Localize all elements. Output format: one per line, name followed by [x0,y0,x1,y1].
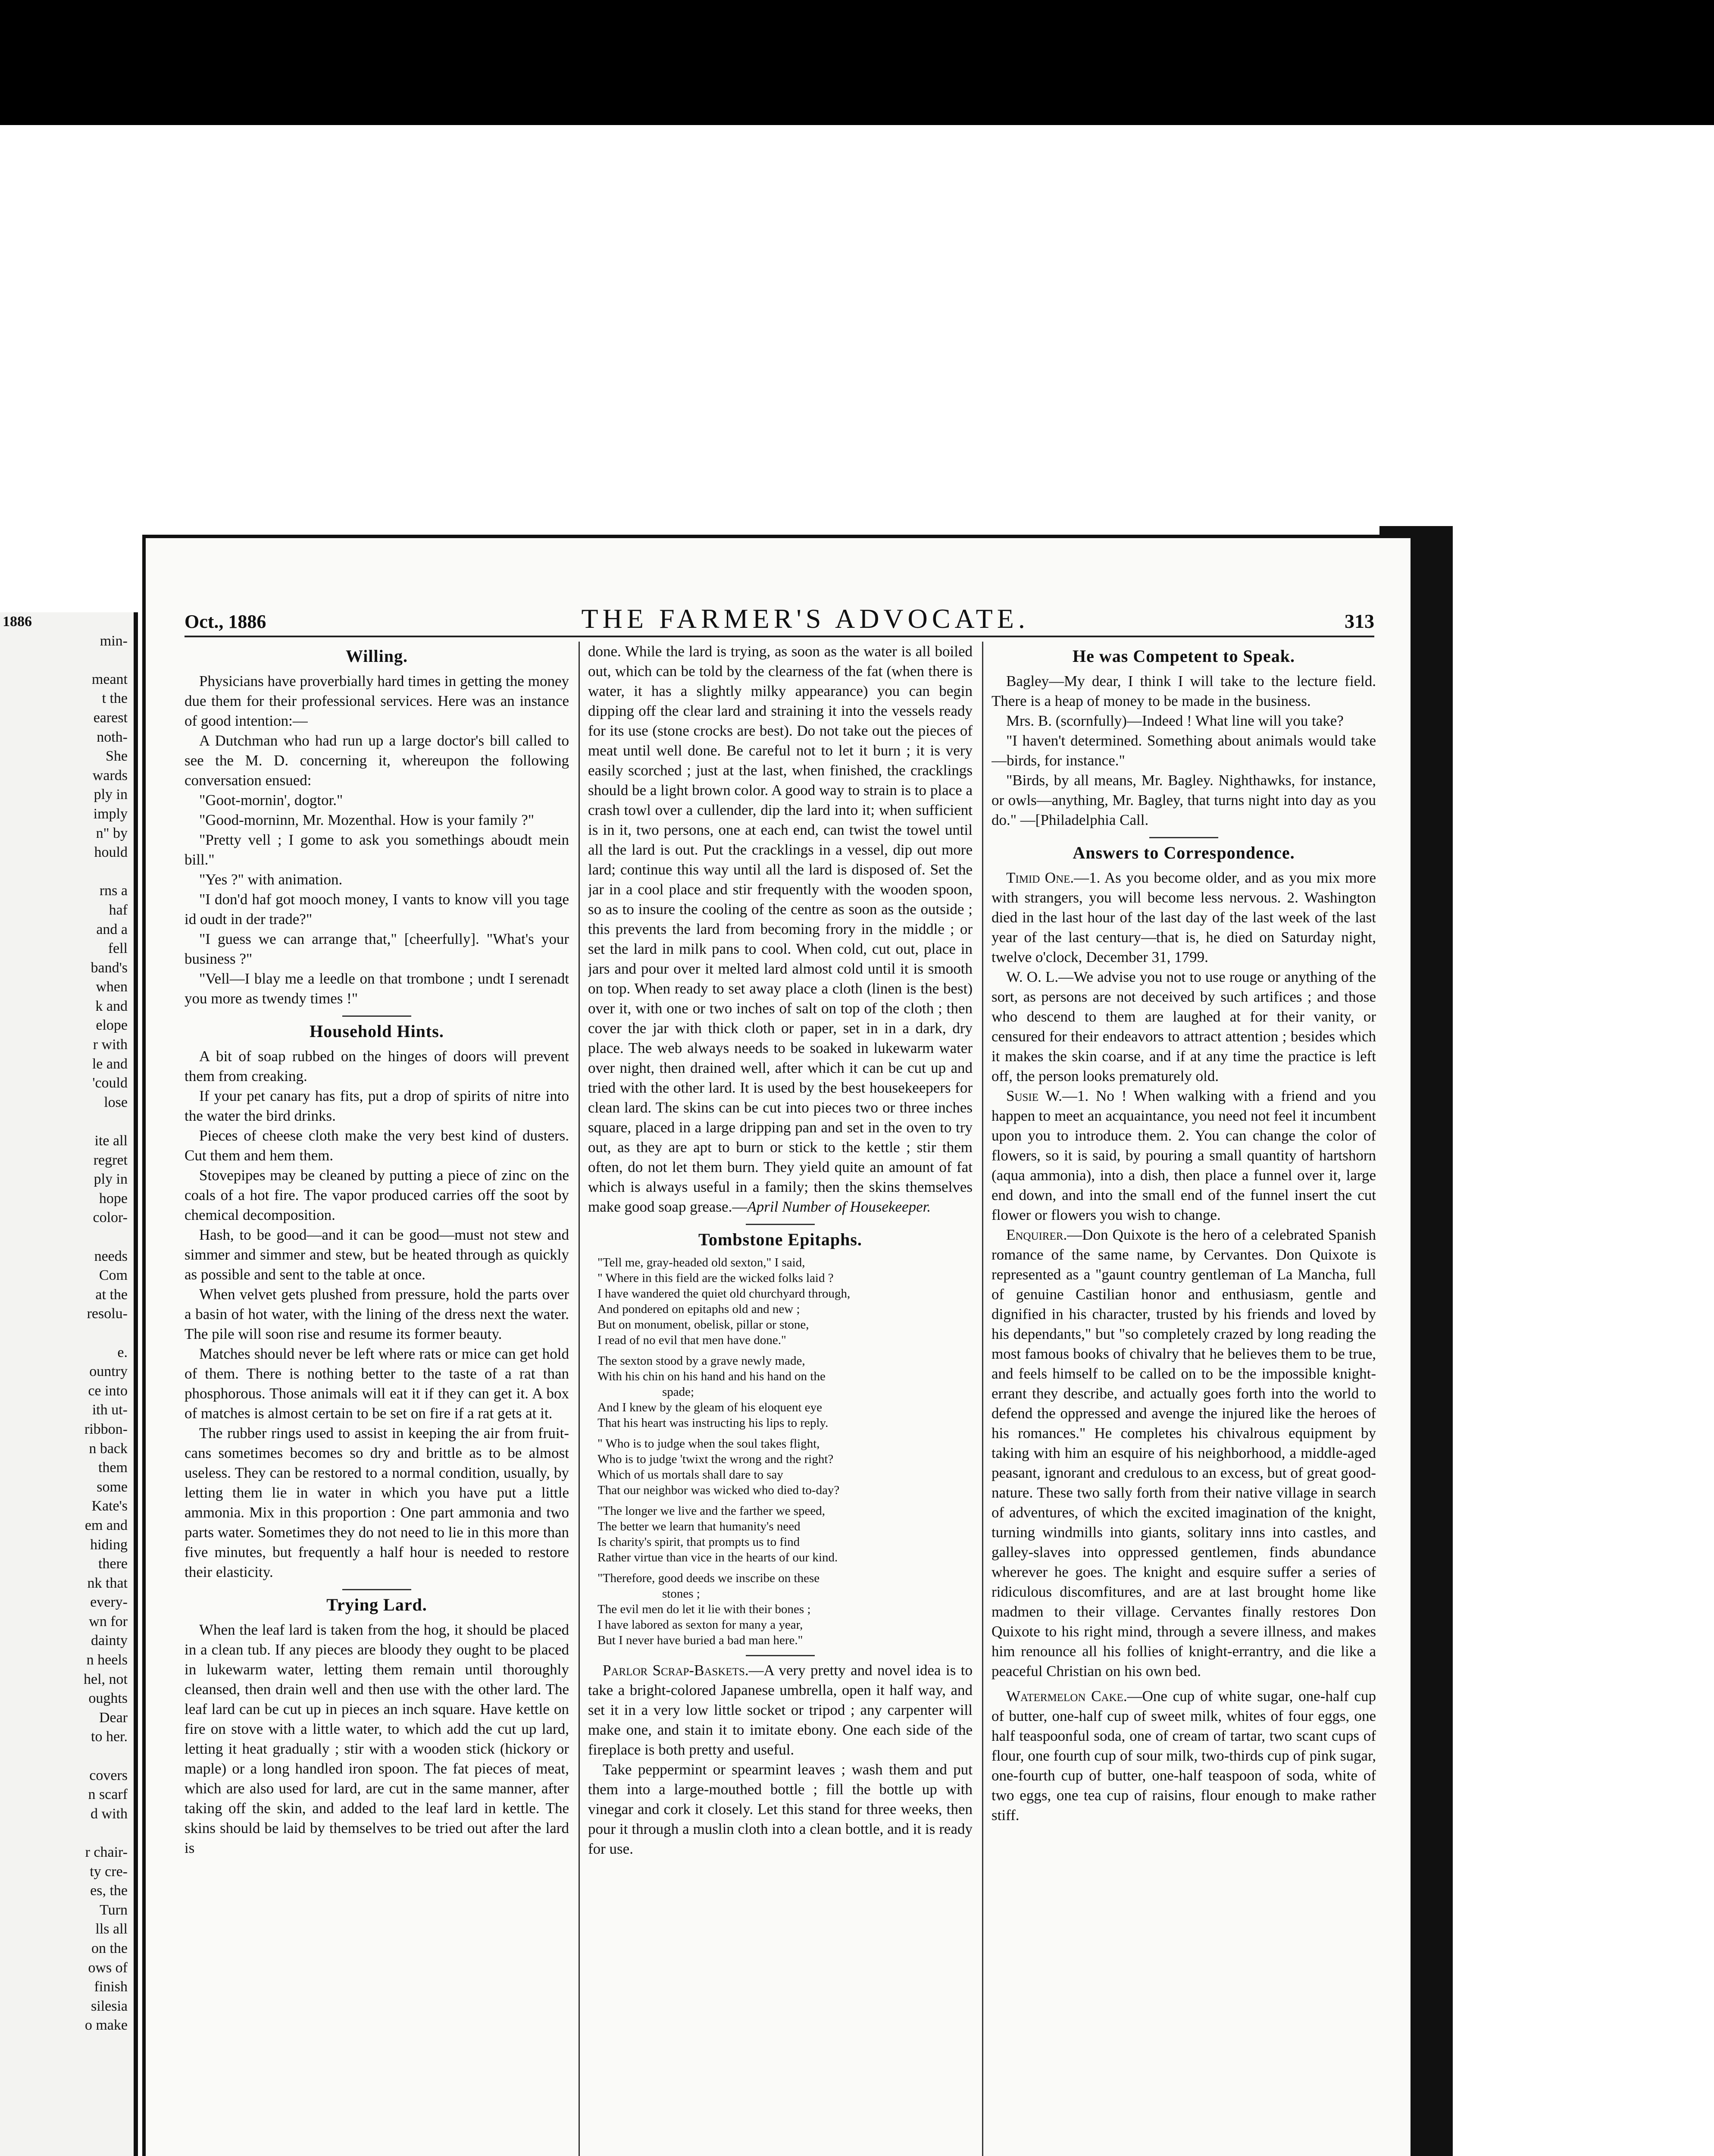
poem-line: "The longer we live and the farther we speed, [597,1504,825,1518]
previous-page-line: le and [92,1056,128,1072]
article-title-willing: Willing. [346,646,408,666]
previous-page-line: d with [91,1805,128,1822]
paragraph: Pieces of cheese cloth make the very best kind of dusters. Cut them and hem them. [185,1127,569,1164]
previous-page-line: ows of [88,1959,128,1976]
previous-page-line: some [97,1479,128,1495]
previous-page-line: hould [94,844,128,861]
poem-stanza [597,1570,973,1648]
previous-page-line: Turn [100,1902,128,1918]
article-body-trying-lard [185,1620,569,1858]
paragraph: "I don'd haf got mooch money, I vants to know vill you tage id oudt in der trade?" [185,891,569,928]
previous-page-line: ite all [94,1133,128,1149]
answer-text: —1. No ! When walking with a friend and you happen to meet an acquaintance, you need not feel it incumbent upon you to introduce them. 2. You can change the color of flowers, so it is said, by pouring a small quantity of hartshorn (aqua ammonia), into a dish, then place a funnel over it, large end down, and into the small end of the funnel insert the cut flower or flowers you wish to change. [991,1087,1376,1223]
paragraph: Hash, to be good—and it can be good—must not stew and simmer and simmer and stew, but be heated through as quickly as possible and sent to the table at once. [185,1226,569,1283]
paragraph: Mrs. B. (scornfully)—Indeed ! What line will you take? [1006,712,1344,729]
paragraph: A Dutchman who had run up a large doctor's bill called to see the M. D. concerning it, whereupon the following conversation ensued: [185,732,569,789]
previous-page-line: noth- [97,729,128,745]
previous-page-line: e. [117,1344,128,1360]
previous-page-line: oughts [88,1690,128,1707]
header-rule [185,636,1374,637]
article-title-household-hints: Household Hints. [310,1022,444,1041]
previous-page-line: Com [99,1267,128,1284]
previous-page-line [0,1228,134,1247]
paragraph: Stovepipes may be cleaned by putting a piece of zinc on the coals of a hot fire. The vapor produced carries off the soot by chemical decomposition. [185,1167,569,1223]
previous-page-line: there [98,1556,128,1572]
article-body-willing [185,671,569,1009]
paragraph: "Vell—I blay me a leedle on that trombone ; undt I serenadt you more as twendy times !" [185,970,569,1007]
paragraph: "Pretty vell ; I gome to ask you somethings aboudt mein bill." [185,831,569,868]
poem-line: "Therefore, good deeds we inscribe on these [597,1571,820,1585]
column-3 [991,642,1376,2156]
poem-line: That our neighbor was wicked who died to-day? [597,1483,840,1497]
answer-entry [991,1086,1376,1225]
poem-stanza [597,1255,973,1348]
answer-recipient: W. O. L. [1006,968,1059,985]
previous-page-line: earest [93,709,128,726]
poem-line: "Tell me, gray-headed old sexton," I said, [597,1256,805,1269]
tombstone-poem [588,1255,973,1648]
previous-page-line [0,1747,134,1766]
column-rule [982,642,983,2156]
answer-entry [991,1225,1376,1681]
previous-page-line: Kate's [91,1498,128,1514]
poem-line: Is charity's spirit, that prompts us to find [597,1535,800,1549]
answer-recipient: Enquirer. [1006,1226,1067,1243]
previous-page-line: fell [108,940,128,957]
previous-page-line [0,1824,134,1843]
previous-page-line: wards [92,767,128,783]
previous-page-line [0,651,134,670]
previous-page-line: hope [99,1190,128,1206]
previous-page-line: ply in [94,1171,128,1188]
page-number: 313 [1345,610,1374,632]
previous-page-line: lose [104,1094,128,1110]
previous-page-line: band's [91,959,128,976]
poem-line: I have labored as sexton for many a year, [597,1618,803,1632]
answer-text: —We advise you not to use rouge or anything of the sort, as persons are not deceived by such artifices ; and those who descend to them are laughed at for their vanity, or censured for their endeavors to attract attention ; besides which it makes the skin coarse, and if at any time the practice is left off, the person looks prematurely old. [991,968,1376,1084]
masthead: THE FARMER'S ADVOCATE. [581,603,1029,634]
poem-line: stones ; [662,1587,700,1601]
paragraph: The rubber rings used to assist in keeping the air from fruit-cans sometimes becomes so dry and brittle as to be almost useless. They can be restored to a normal condition, usually, by letting them lie in water in which you have put a little ammonia. Mix in this proportion : One part ammonia and two parts water. Sometimes they do not need to lie in this more than five minutes, but frequently a half hour is needed to restore their elasticity. [185,1425,569,1580]
previous-page-line [0,1324,134,1343]
article-divider [342,1015,411,1017]
poem-line: And I knew by the gleam of his eloquent eye [597,1401,823,1414]
previous-page-line: o make [84,2017,128,2034]
article-divider [1149,837,1218,838]
previous-page-edge [0,612,138,2156]
column-1 [185,642,569,2156]
previous-page-line: n back [89,1440,128,1457]
answer-entry [991,967,1376,1086]
article-divider [342,1589,411,1590]
previous-page-line: r with [93,1037,128,1053]
poem-stanza [597,1353,973,1431]
article-title-trying-lard: Trying Lard. [326,1595,427,1614]
paragraph: "Good-morninn, Mr. Mozenthal. How is your family ?" [199,812,535,828]
trying-lard-source: April Number of Housekeeper. [747,1198,931,1215]
previous-page-line: every- [90,1594,128,1611]
paragraph: Bagley—My dear, I think I will take to the lecture field. There is a heap of money to be made in the business. [991,673,1376,709]
previous-page-line: wn for [89,1613,128,1630]
page-header [185,603,1374,633]
poem-line: I have wandered the quiet old churchyard through, [597,1287,851,1300]
previous-page-line: regret [93,1152,128,1168]
article-divider [746,1224,815,1225]
column-rule [579,642,580,2156]
previous-page-line: at the [95,1286,128,1303]
previous-page-line: n heels [86,1652,128,1668]
previous-page-line: r chair- [85,1844,128,1860]
previous-page-line: ce into [88,1382,128,1399]
previous-page-line: lls all [95,1921,128,1937]
previous-page-line: and a [96,921,128,937]
previous-page-line: ty cre- [90,1863,128,1880]
newspaper-page [142,535,1414,2156]
paragraph: When the leaf lard is taken from the hog, it should be placed in a clean tub. If any pieces are bloody they ought to be placed in lukewarm water, letting them remain until thoroughly cleansed, then drain well and then use with the other lard. The leaf lard can be cut up in pieces an inch square. Have kettle on fire on stove with a little water, to which add the cut up lard, letting it heat gradually ; stir with a wooden stick (hickory or maple) or a long handled iron spoon. The fat pieces of meat, which are also used for lard, are cut in the same manner, after taking off the skin, and added to the leaf lard in kettle. The skins should be laid by themselves to be tried out after the lard is [185,1621,569,1856]
previous-page-line: n scarf [88,1786,128,1803]
scrap-baskets-label: Parlor Scrap-Baskets. [603,1662,749,1679]
answers-list [991,868,1376,1681]
watermelon-cake-item [991,1686,1376,1825]
poem-line: But I never have buried a bad man here." [597,1633,803,1647]
previous-page-line: silesia [91,1998,128,2014]
previous-page-line: nk that [87,1575,128,1591]
poem-line: But on monument, obelisk, pillar or stone, [597,1318,809,1332]
paragraph: "I guess we can arrange that," [cheerfully]. "What's your business ?" [185,931,569,967]
answer-recipient: Timid One. [1006,869,1074,886]
previous-page-line: imply [93,805,128,822]
scrap-baskets-item [588,1661,973,1760]
column-2 [588,642,973,2156]
previous-page-line: to her. [91,1729,128,1745]
previous-page-line: resolu- [87,1306,128,1322]
article-body-household-hints [185,1047,569,1582]
previous-page-line: ribbon- [84,1421,128,1437]
article-divider [746,1655,815,1656]
paragraph: Matches should never be left where rats or mice can get hold of them. There is nothing better to the taste of a rat than phosphorous. Those animals will eat it if they can get it. A box of matches is almost certain to be set on fire if a rat gets at it. [185,1345,569,1422]
previous-page-line: min- [100,633,128,649]
previous-page-line: covers [89,1767,128,1783]
paragraph: "Yes ?" with animation. [199,871,343,888]
previous-page-line: hel, not [84,1671,128,1687]
paragraph: When velvet gets plushed from pressure, hold the parts over a basin of hot water, with the lining of the dress next the water. The pile will soon rise and resume its former beauty. [185,1286,569,1342]
previous-page-line: hiding [90,1536,128,1553]
issue-date: Oct., 1886 [185,611,266,632]
paragraph: A bit of soap rubbed on the hinges of doors will prevent them from creaking. [185,1048,569,1084]
previous-page-line: color- [93,1210,128,1226]
previous-page-line: ith ut- [92,1402,128,1418]
previous-page-line: meant [91,671,128,687]
previous-page-line: es, the [90,1883,128,1899]
previous-page-year: 1886 [3,614,32,630]
poem-line: Which of us mortals shall dare to say [597,1468,783,1482]
previous-page-line: She [106,748,128,765]
poem-line: spade; [662,1385,694,1399]
poem-line: The evil men do let it lie with their bones ; [597,1602,811,1616]
previous-page-line: on the [91,1940,128,1956]
poem-line: I read of no evil that men have done." [597,1333,786,1347]
previous-page-line: 'could [92,1075,128,1091]
previous-page-line: needs [94,1248,128,1264]
previous-page-line: ountry [89,1363,128,1380]
answer-text: —Don Quixote is the hero of a celebrated Spanish romance of the same name, by Cervantes. Don Quixote is represented as a "gaunt country gentleman of La Mancha, full of genuine Castilian honor and enthusiasm, gentle and dignified in his character, trusted by his friends and loved by his dependants," but "so completely crazed by long reading the most famous books of chivalry that he believes them to be true, and feels himself to be called on to be the impossible knight-errant they describe, and actually goes forth into the world to defend the oppressed and avenge the injured like the heroes of his romances." He completes his chivalrous equipment by taking with him an esquire of his neighborhood, a middle-aged peasant, ignorant and credulous to an excess, but of great good-nature. These two sally forth from their native village in search of adventures, of which the excited imagination of the knight, turning windmills into giants, solitary inns into castles, and galley-slaves into oppressed gentlemen, finds abundance wherever he goes. The knight and esquire suffer a series of ridiculous discomfitures, and are at last brought home like madmen to their village. Cervantes finally restores Don Quixote to his right mind, through a severe illness, and makes him renounce all his follies of knight-errantry, and die like a peaceful Christian on his own bed. [991,1226,1376,1680]
poem-stanza [597,1503,973,1565]
previous-page-line: em and [84,1517,128,1533]
paragraph: "Goot-mornin', dogtor." [199,792,343,808]
poem-line: And pondered on epitaphs old and new ; [597,1302,800,1316]
poem-line: With his chin on his hand and his hand on the [597,1369,826,1383]
answer-text: —1. As you become older, and as you mix more with strangers, you will become less nervous. 2. Washington died in the last hour of the last day of the last week of the last year of the last century—that is, he died on Saturday night, twelve o'clock, December 31, 1799. [991,869,1376,965]
poem-line: " Where in this field are the wicked folks laid ? [597,1271,834,1285]
article-title-answers: Answers to Correspondence. [1073,843,1295,862]
article-title-competent: He was Competent to Speak. [1073,646,1295,666]
previous-page-line: k and [95,998,128,1014]
previous-page-line: finish [94,1979,128,1995]
previous-page-line: ply in [94,787,128,803]
article-body-competent [991,671,1376,830]
answer-entry [991,868,1376,967]
poem-line: " Who is to judge when the soul takes flight, [597,1437,820,1451]
previous-page-line: haf [109,902,128,918]
previous-page-line: rns a [99,883,128,899]
trying-lard-continued [588,642,973,1217]
poem-line: That his heart was instructing his lips to reply. [597,1416,829,1430]
previous-page-line: n" by [96,825,128,841]
poem-line: Rather virtue than vice in the hearts of our kind. [597,1551,838,1564]
trying-lard-continued-text: done. While the lard is trying, as soon as the water is all boiled out, which can be told by the clearness of the fat (when there is water, it has a slightly milky appearance) you can begin dipping off the clear lard and straining it into the vessels ready for its use (stone crocks are best). Do not take out the pieces of meat until well done. Be careful not to let it burn ; it is very easily scorched ; just at the last, when finished, the cracklings should be a light brown color. A good way to strain is to place a crash towl over a cullender, dip the lard into it; when sufficient is in it, two persons, one at each end, can twist the towel until all the lard is out. Put the cracklings in a vessel, dip out more lard; continue this way until all the lard is disposed of. Set the jar in a cool place and stir frequently with the wooden spoon, so as to insure the cooling of the centre as soon as the outside ; this prevents the lard from becoming frory in the middle ; or set the lard in milk pans to cool. When cold, cut out, place in jars and pour over it melted lard almost cold until it is smooth on top. When ready to set away place a cloth (linen is the best) over it, with one or two inches of salt on top of the cloth ; then cover the jar with thick cloth or paper, set in in a dark, dry place. The web always needs to be soaked in lukewarm water over night, then drained well, after which it can be cut up and tried with the other lard. It is used by the best housekeepers for clean lard. The skins can be cut into pieces two or three inches square, placed in a large dripping pan and set in the oven to try out, as they are apt to burn or stick to the kettle ; stir them often, do not let them burn. They yield quite an amount of fat which is always useful in a family; then the skins themselves make good soap grease.— [588,643,973,1215]
poem-line: The better we learn that humanity's need [597,1520,801,1533]
poem-line: Who is to judge 'twixt the wrong and the right? [597,1452,834,1466]
paragraph: Physicians have proverbially hard times in getting the money due them for their professional services. Here was an instance of good intention:— [185,673,569,729]
paragraph: "Birds, by all means, Mr. Bagley. Nighthawks, for instance, or owls—anything, Mr. Bagley, that turns night into day as you do." —[Philadelphia Call. [991,772,1376,828]
watermelon-cake-text: —One cup of white sugar, one-half cup of butter, one-half cup of sweet milk, whites of four eggs, one half teaspoonful soda, one of cream of tartar, two scant cups of flour, one fourth cup of sour milk, two-thirds cup of pink sugar, one-fourth cup of butter, one-half teaspoon of soda, white of two eggs, one tea cup of raisins, flour enough to make rather stiff. [991,1688,1376,1824]
paragraph: If your pet canary has fits, put a drop of spirits of nitre into the water the bird drinks. [185,1087,569,1124]
article-title-tombstone-epitaphs: Tombstone Epitaphs. [698,1230,862,1249]
poem-stanza [597,1436,973,1498]
previous-page-line: t the [102,690,128,707]
poem-line: The sexton stood by a grave newly made, [597,1354,805,1368]
previous-page-lines [0,632,134,2035]
previous-page-line: elope [96,1017,128,1034]
previous-page-line: when [96,979,128,995]
watermelon-cake-label: Watermelon Cake. [1006,1688,1127,1705]
previous-page-line [0,862,134,882]
previous-page-line: Dear [99,1709,128,1726]
previous-page-line: them [98,1460,128,1476]
answer-recipient: Susie W. [1006,1087,1062,1104]
peppermint-item: Take peppermint or spearmint leaves ; wash them and put them into a large-mouthed bottle ; fill the bottle up with vinegar and cork it closely. Let this stand for three weeks, then pour it through a muslin cloth into a clean bottle, and it is ready for use. [588,1761,973,1857]
paragraph: "I haven't determined. Something about animals would take—birds, for instance." [991,732,1376,769]
scrap-baskets-text: —A very pretty and novel idea is to take a bright-colored Japanese umbrella, open it half way, and set it in a very low little socket or tripod ; any carpenter will make one, and stain it to imitate ebony. One each side of the fireplace is both pretty and useful. [588,1662,973,1758]
previous-page-line: dainty [91,1633,128,1649]
previous-page-line [0,1112,134,1131]
